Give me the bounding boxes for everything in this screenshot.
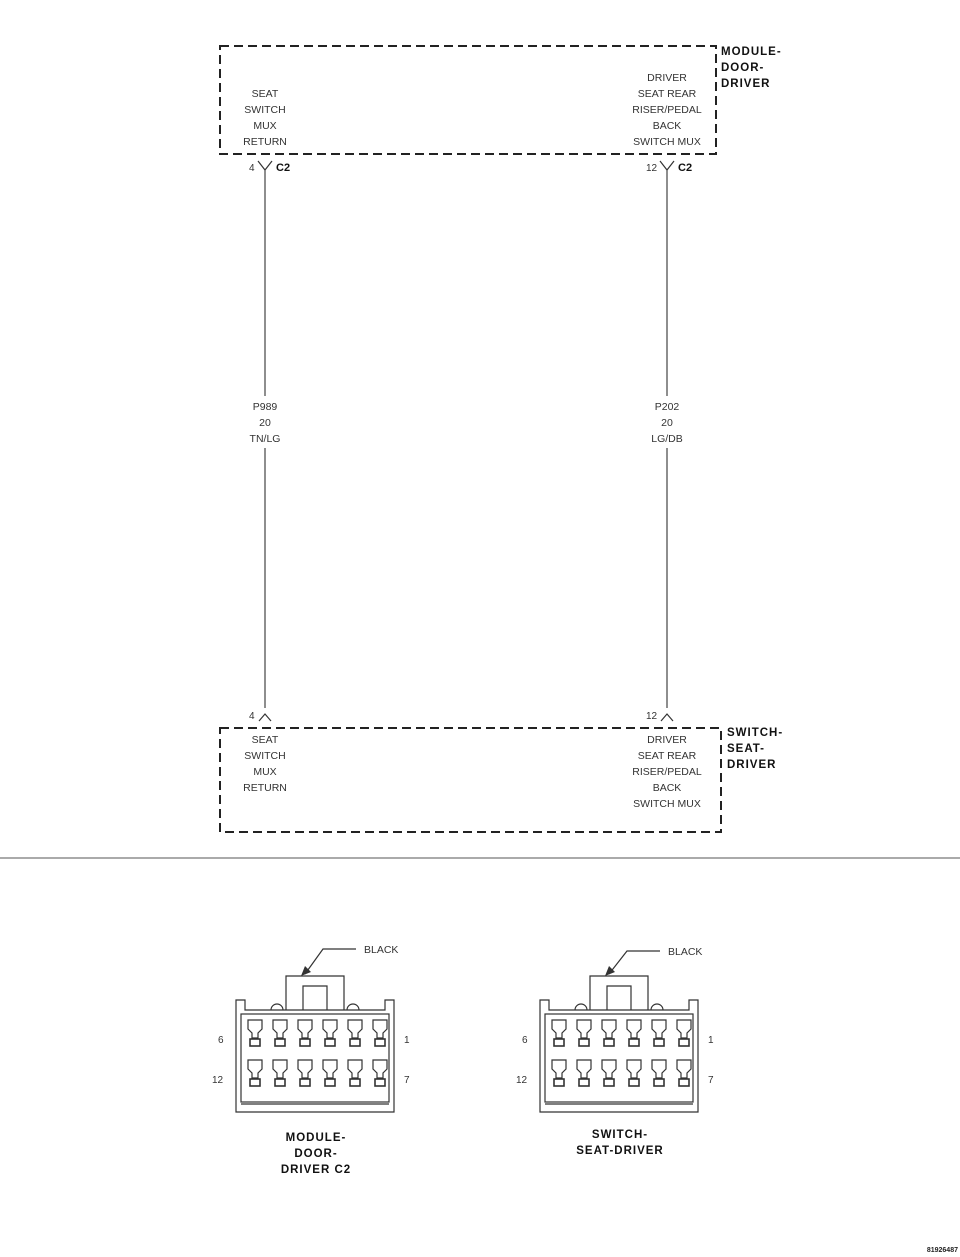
cavity-terminal — [300, 1039, 310, 1046]
cavity — [248, 1020, 262, 1038]
connector-bump — [575, 1004, 587, 1010]
cavity — [298, 1060, 312, 1078]
cavity — [652, 1060, 666, 1078]
color-callout-leader — [305, 949, 356, 974]
cavity — [373, 1060, 387, 1078]
switch-pin-12-marker — [661, 714, 673, 721]
cavity — [373, 1020, 387, 1038]
switch-right-label-1: DRIVER — [647, 734, 687, 746]
cavity-terminal — [629, 1039, 639, 1046]
switch-pin-4-number: 4 — [249, 711, 255, 722]
switch-right-label-2: SEAT REAR — [637, 750, 697, 762]
cavity — [273, 1020, 287, 1038]
caption-line-2: SEAT-DRIVER — [576, 1145, 664, 1157]
cavity-terminal — [604, 1079, 614, 1086]
module-left-label-4: RETURN — [243, 136, 287, 148]
cavity — [348, 1060, 362, 1078]
wire-p989-gauge: 20 — [259, 417, 271, 429]
cavity-terminal — [300, 1079, 310, 1086]
cavity-terminal — [350, 1039, 360, 1046]
switch-right-label-5: SWITCH MUX — [633, 798, 701, 810]
cavity — [323, 1020, 337, 1038]
switch-seat-driver-box — [220, 728, 721, 832]
caption-line-3: DRIVER C2 — [280, 1164, 352, 1176]
cavity-terminal — [679, 1039, 689, 1046]
module-right-label-2: SEAT REAR — [637, 88, 697, 100]
cavity-terminal — [679, 1079, 689, 1086]
cavity — [248, 1060, 262, 1078]
module-right-label-5: SWITCH MUX — [633, 136, 701, 148]
switch-seat-driver — [220, 711, 783, 832]
switch-right-label-3: RISER/PEDAL — [632, 766, 702, 778]
switch-pin-12-number: 12 — [646, 711, 658, 722]
wire-p202-gauge: 20 — [661, 417, 673, 429]
figure-id: 81926487 — [926, 1247, 958, 1254]
cavity — [552, 1020, 566, 1038]
module-pin-12-fork — [660, 161, 674, 170]
connector-inner-frame — [545, 1014, 693, 1102]
pin-6-label: 6 — [522, 1035, 528, 1046]
cavity-terminal — [325, 1079, 335, 1086]
switch-left-label-3: MUX — [253, 766, 277, 778]
wire-p202-circuit: P202 — [654, 401, 680, 413]
cavity-terminal — [275, 1039, 285, 1046]
switch-right-label-4: BACK — [652, 782, 682, 794]
connector-inner-frame — [241, 1014, 389, 1102]
wire-p202-color: LG/DB — [651, 433, 683, 445]
wires — [250, 170, 683, 708]
connector-latch — [590, 976, 648, 1010]
switch-name-line-2: SEAT- — [727, 743, 766, 755]
cavity-terminal — [375, 1079, 385, 1086]
color-callout: BLACK — [668, 946, 703, 958]
caption-line-1: SWITCH- — [591, 1129, 649, 1141]
module-left-label-1: SEAT — [251, 88, 279, 100]
connector-latch — [286, 976, 344, 1010]
pin-6-label: 6 — [218, 1035, 224, 1046]
cavity — [677, 1020, 691, 1038]
cavity-terminal — [325, 1039, 335, 1046]
connector-bump — [347, 1004, 359, 1010]
cavity-terminal — [579, 1079, 589, 1086]
switch-left-label-2: SWITCH — [244, 750, 286, 762]
pin-1-label: 1 — [404, 1035, 410, 1046]
cavity — [627, 1060, 641, 1078]
connector-outline — [236, 1000, 394, 1112]
cavity — [602, 1060, 616, 1078]
caption-line-1: MODULE- — [285, 1132, 347, 1144]
pin-1-label: 1 — [708, 1035, 714, 1046]
module-pin-4-number: 4 — [249, 163, 255, 174]
switch-name-line-1: SWITCH- — [727, 727, 784, 739]
module-name-line-3: DRIVER — [721, 78, 771, 90]
connector-view-module-door-driver-c2 — [212, 944, 410, 1176]
switch-left-label-1: SEAT — [251, 734, 279, 746]
module-left-connector-id: C2 — [276, 162, 291, 174]
module-right-label-4: BACK — [652, 120, 682, 132]
module-right-label-1: DRIVER — [647, 72, 687, 84]
cavity — [577, 1020, 591, 1038]
cavity-terminal — [629, 1079, 639, 1086]
connector-outline — [540, 1000, 698, 1112]
cavity — [677, 1060, 691, 1078]
pin-7-label: 7 — [708, 1075, 714, 1086]
module-left-label-2: SWITCH — [244, 104, 286, 116]
switch-pin-4-marker — [259, 714, 271, 721]
cavity-terminal — [250, 1079, 260, 1086]
color-callout: BLACK — [364, 944, 399, 956]
cavity-terminal — [375, 1039, 385, 1046]
connector-latch-tab — [607, 986, 631, 1010]
caption-line-2: DOOR- — [294, 1148, 338, 1160]
cavity — [323, 1060, 337, 1078]
pin-12-label: 12 — [212, 1075, 224, 1086]
cavity-terminal — [554, 1039, 564, 1046]
cavity-terminal — [275, 1079, 285, 1086]
cavity — [602, 1020, 616, 1038]
cavity-terminal — [350, 1079, 360, 1086]
connector-face — [236, 949, 394, 1112]
cavity-terminal — [654, 1079, 664, 1086]
cavity-terminal — [554, 1079, 564, 1086]
module-pin-12-number: 12 — [646, 163, 658, 174]
cavity — [577, 1060, 591, 1078]
connector-face — [540, 951, 698, 1112]
pin-12-label: 12 — [516, 1075, 528, 1086]
connector-view-switch-seat-driver — [516, 946, 714, 1157]
cavity — [348, 1020, 362, 1038]
connector-bump — [271, 1004, 283, 1010]
wire-p989-color: TN/LG — [249, 433, 281, 445]
cavity-terminal — [604, 1039, 614, 1046]
cavity-terminal — [250, 1039, 260, 1046]
module-door-driver — [220, 46, 782, 174]
cavity-terminal — [654, 1039, 664, 1046]
module-right-label-3: RISER/PEDAL — [632, 104, 702, 116]
pin-7-label: 7 — [404, 1075, 410, 1086]
cavity — [652, 1020, 666, 1038]
module-name-line-1: MODULE- — [721, 46, 782, 58]
cavity — [273, 1060, 287, 1078]
wire-p989-circuit: P989 — [252, 401, 278, 413]
cavity-terminal — [579, 1039, 589, 1046]
module-pin-4-fork — [258, 161, 272, 170]
module-right-connector-id: C2 — [678, 162, 693, 174]
connector-latch-tab — [303, 986, 327, 1010]
cavity — [627, 1020, 641, 1038]
module-left-label-3: MUX — [253, 120, 277, 132]
cavity — [298, 1020, 312, 1038]
module-name-line-2: DOOR- — [721, 62, 765, 74]
switch-name-line-3: DRIVER — [727, 759, 777, 771]
cavity — [552, 1060, 566, 1078]
switch-left-label-4: RETURN — [243, 782, 287, 794]
color-callout-leader — [609, 951, 660, 974]
connector-bump — [651, 1004, 663, 1010]
